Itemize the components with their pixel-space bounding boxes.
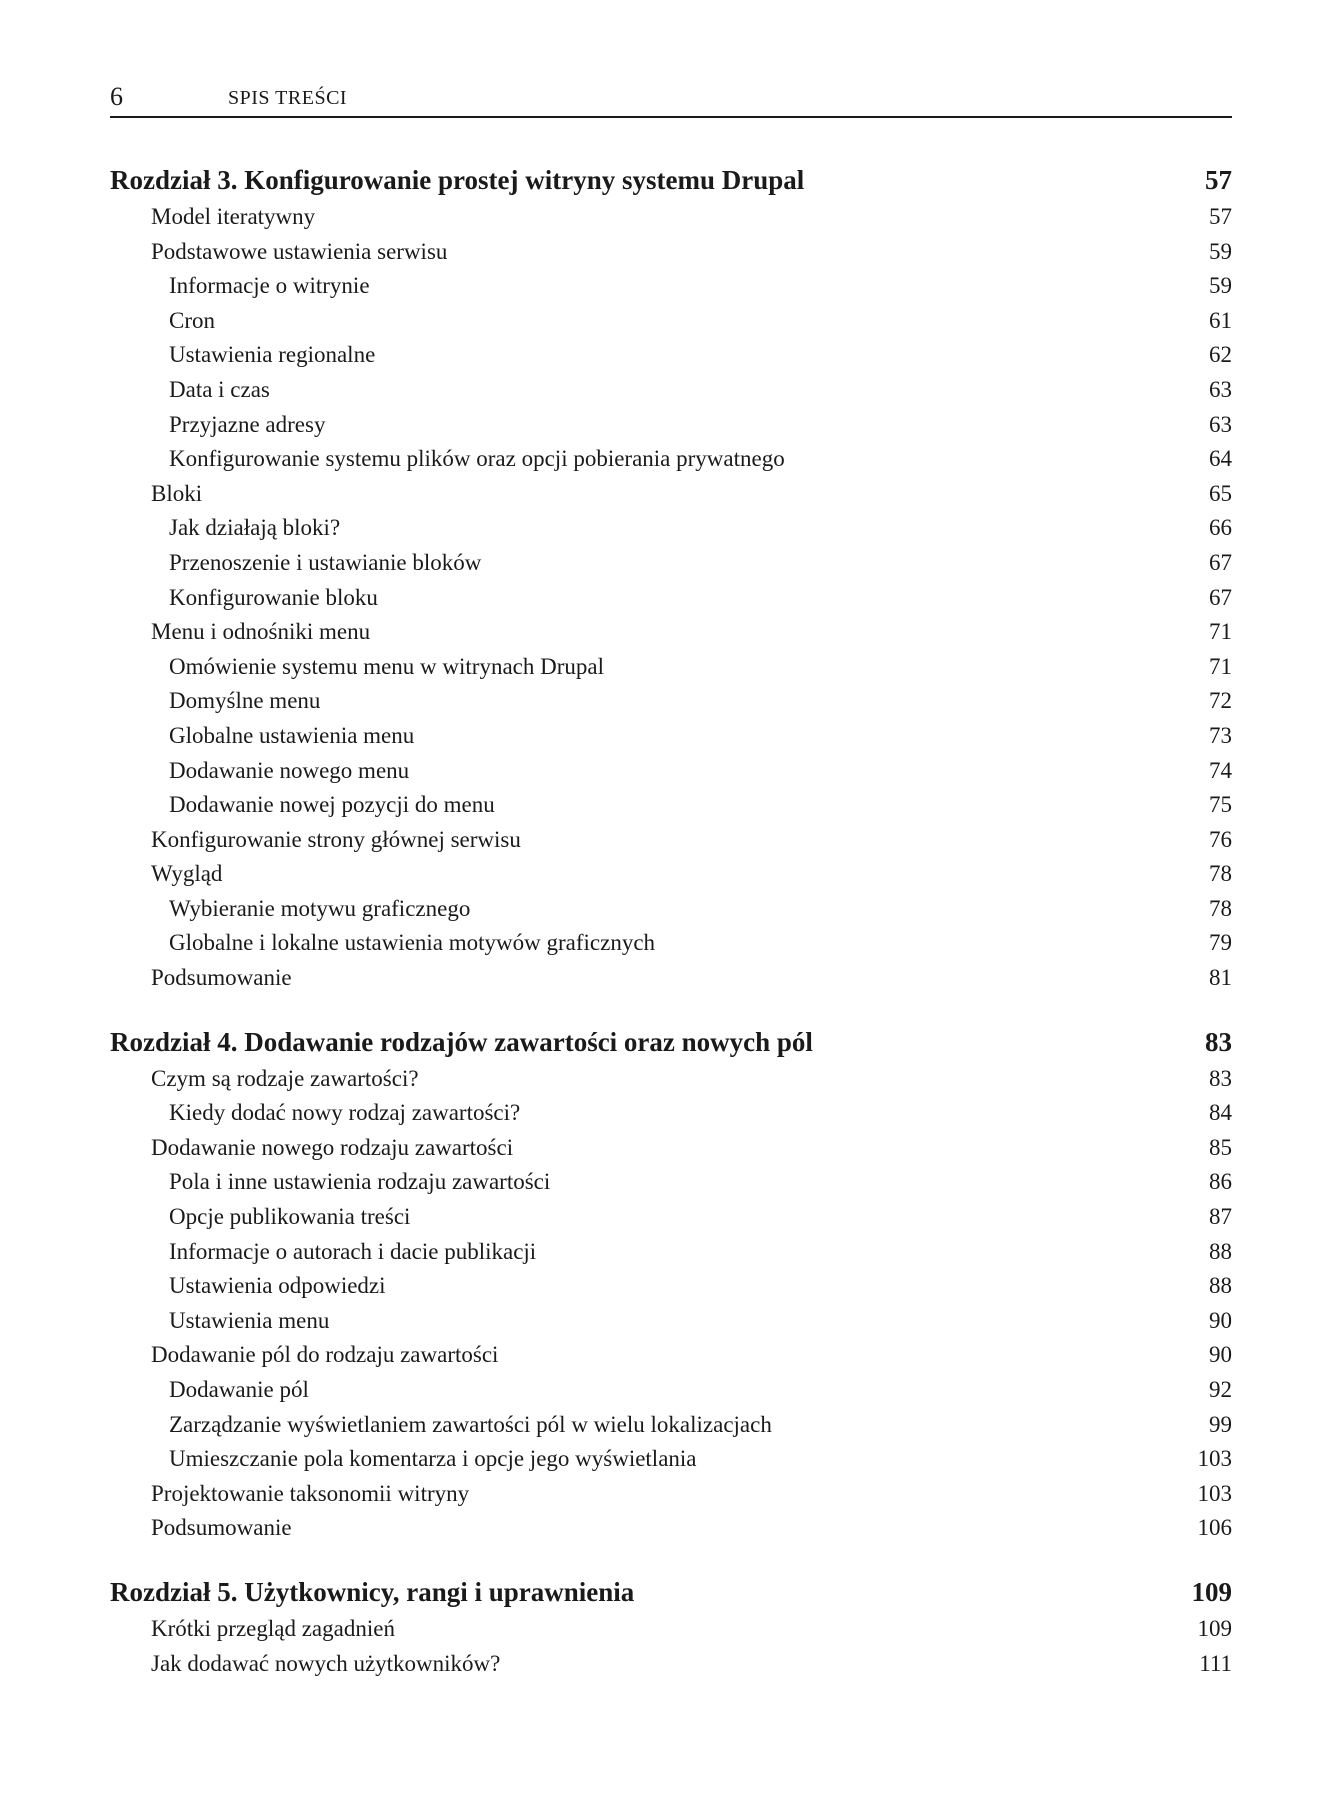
subsection-entry [110,373,1232,408]
chapter-block [110,1022,1232,1546]
subsection-entry [110,408,1232,443]
subsection-entry-title: Dodawanie nowej pozycji do menu [169,792,495,818]
section-entry [110,477,1232,512]
subsection-entry-page: 99 [1209,1411,1232,1437]
section-entry-page: 78 [1209,861,1232,887]
subsection-entry-page: 103 [1197,1446,1232,1472]
subsection-entry-title: Konfigurowanie bloku [169,584,378,610]
subsection-entry-page: 87 [1209,1204,1232,1230]
subsection-entry-title: Konfigurowanie systemu plików oraz opcji pobierania prywatnego [169,446,785,472]
subsection-entry [110,1165,1232,1200]
subsection-entry-page: 79 [1209,930,1232,956]
subsection-entry [110,1408,1232,1443]
section-entry-title: Wygląd [151,861,223,887]
section-entry-page: 83 [1209,1065,1232,1091]
section-entry [110,1477,1232,1512]
subsection-entry-title: Data i czas [169,376,270,402]
section-entry-title: Dodawanie pól do rodzaju zawartości [151,1342,499,1368]
section-entry-page: 57 [1209,204,1232,229]
chapter-heading [110,1022,1232,1062]
subsection-entry-page: 86 [1209,1169,1232,1195]
subsection-entry-page: 78 [1209,895,1232,921]
section-entry-page: 71 [1209,619,1232,645]
subsection-entry [110,546,1232,581]
subsection-entry-page: 67 [1209,584,1232,610]
section-entry-title: Bloki [151,480,203,506]
subsection-entry-title: Informacje o witrynie [169,273,370,299]
subsection-entry-page: 75 [1209,792,1232,818]
subsection-entry [110,1442,1232,1477]
subsection-entry-page: 63 [1209,411,1232,437]
section-entry [110,1511,1232,1546]
subsection-entry [110,926,1232,961]
section-entry-page: 106 [1197,1515,1232,1541]
subsection-entry-page: 71 [1209,653,1232,679]
subsection-entry-title: Kiedy dodać nowy rodzaj zawartości? [169,1100,521,1126]
subsection-entry [110,269,1232,304]
section-entry [110,1612,1232,1647]
subsection-entry-title: Opcje publikowania treści [169,1204,411,1230]
subsection-entry-page: 67 [1209,549,1232,575]
subsection-entry [110,338,1232,373]
section-entry [110,961,1232,996]
subsection-entry-title: Globalne i lokalne ustawienia motywów graficznych [169,930,656,956]
chapter-heading-title: Rozdział 4. Dodawanie rodzajów zawartości oraz nowych pól [110,1026,813,1057]
subsection-entry-page: 72 [1209,688,1232,714]
subsection-entry-title: Informacje o autorach i dacie publikacji [169,1238,537,1264]
subsection-entry-title: Ustawienia odpowiedzi [169,1273,386,1299]
running-title: SPIS TREŚCI [228,87,348,109]
subsection-entry-page: 84 [1209,1100,1232,1126]
chapter-heading-page: 57 [1205,165,1232,195]
section-entry [110,1062,1232,1097]
section-entry-page: 85 [1209,1134,1232,1160]
section-entry-title: Konfigurowanie strony głównej serwisu [151,826,521,852]
subsection-entry-page: 63 [1209,376,1232,402]
subsection-entry [110,1269,1232,1304]
subsection-entry-page: 88 [1209,1273,1232,1299]
chapter-block [110,1572,1232,1681]
subsection-entry [110,1096,1232,1131]
page-number: 6 [110,82,123,111]
subsection-entry [110,1200,1232,1235]
subsection-entry-title: Umieszczanie pola komentarza i opcje jego wyświetlania [169,1446,697,1472]
section-entry-page: 81 [1209,965,1232,991]
chapter-block [110,160,1232,996]
chapter-heading-page: 83 [1205,1026,1232,1057]
subsection-entry-title: Przyjazne adresy [169,411,326,437]
subsection-entry-title: Cron [169,307,215,333]
chapter-heading [110,160,1232,200]
subsection-entry [110,581,1232,616]
section-entry [110,235,1232,270]
section-entry-page: 111 [1199,1650,1232,1676]
section-entry-page: 65 [1209,480,1232,506]
subsection-entry [110,719,1232,754]
subsection-entry [110,1235,1232,1270]
section-entry-title: Podstawowe ustawienia serwisu [151,238,448,264]
subsection-entry-page: 92 [1209,1377,1232,1402]
subsection-entry-title: Dodawanie nowego menu [169,757,410,783]
subsection-entry-page: 90 [1209,1307,1232,1333]
section-entry [110,1131,1232,1166]
subsection-entry-page: 66 [1209,515,1232,541]
subsection-entry [110,754,1232,789]
subsection-entry-title: Ustawienia regionalne [169,342,376,368]
section-entry-page: 109 [1197,1615,1232,1641]
subsection-entry-title: Przenoszenie i ustawianie bloków [169,549,482,575]
section-entry-page: 103 [1197,1480,1232,1506]
section-entry-page: 76 [1209,826,1232,852]
subsection-entry-page: 59 [1209,273,1232,299]
subsection-entry-title: Zarządzanie wyświetlaniem zawartości pól w wielu lokalizacjach [169,1411,772,1437]
subsection-entry-page: 62 [1209,342,1232,368]
subsection-entry [110,684,1232,719]
chapter-heading-title: Rozdział 3. Konfigurowanie prostej witryny systemu Drupal [110,165,805,195]
subsection-entry-page: 74 [1209,757,1232,783]
section-entry [110,823,1232,858]
section-entry [110,1338,1232,1373]
section-entry [110,1647,1232,1682]
subsection-entry [110,650,1232,685]
section-entry [110,615,1232,650]
section-entry-title: Podsumowanie [151,965,292,991]
subsection-entry-title: Globalne ustawienia menu [169,722,415,748]
subsection-entry-title: Jak działają bloki? [169,515,341,541]
section-entry-title: Dodawanie nowego rodzaju zawartości [151,1134,514,1160]
subsection-entry-page: 73 [1209,722,1232,748]
section-entry-title: Menu i odnośniki menu [151,619,371,645]
page-header [110,82,1232,118]
section-entry-title: Podsumowanie [151,1515,292,1541]
section-entry-title: Model iteratywny [151,204,316,229]
subsection-entry [110,304,1232,339]
subsection-entry [110,1373,1232,1408]
section-entry-title: Projektowanie taksonomii witryny [151,1480,470,1506]
section-entry-title: Jak dodawać nowych użytkowników? [151,1650,501,1676]
section-entry-page: 90 [1209,1342,1232,1368]
section-entry-title: Krótki przegląd zagadnień [151,1615,395,1641]
subsection-entry [110,788,1232,823]
section-entry [110,200,1232,235]
subsection-entry [110,1304,1232,1339]
subsection-entry [110,442,1232,477]
chapter-heading-title: Rozdział 5. Użytkownicy, rangi i uprawnienia [110,1576,635,1607]
subsection-entry-page: 61 [1209,307,1232,333]
subsection-entry-title: Wybieranie motywu graficznego [169,895,471,921]
subsection-entry-page: 64 [1209,446,1232,472]
subsection-entry-page: 88 [1209,1238,1232,1264]
subsection-entry-title: Ustawienia menu [169,1307,330,1333]
subsection-entry [110,892,1232,927]
chapter-heading-page: 109 [1191,1576,1232,1607]
subsection-entry-title: Domyślne menu [169,688,321,714]
table-of-contents [110,160,1232,1707]
subsection-entry [110,511,1232,546]
section-entry-title: Czym są rodzaje zawartości? [151,1065,419,1091]
chapter-heading [110,1572,1232,1612]
subsection-entry-title: Dodawanie pól [169,1377,309,1402]
section-entry [110,857,1232,892]
subsection-entry-title: Omówienie systemu menu w witrynach Drupal [169,653,604,679]
section-entry-page: 59 [1209,238,1232,264]
subsection-entry-title: Pola i inne ustawienia rodzaju zawartości [169,1169,551,1195]
